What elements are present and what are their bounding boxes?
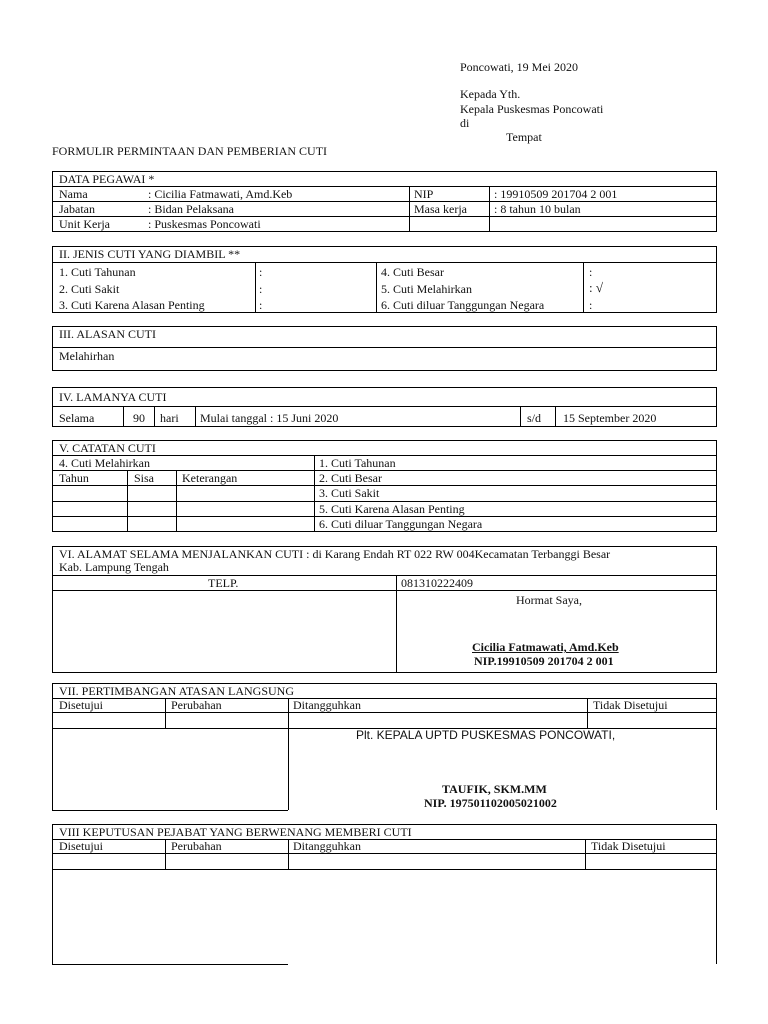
closing: Hormat Saya, xyxy=(516,593,582,607)
sd-label: s/d xyxy=(527,411,542,425)
catatan-row-4: 5. Cuti Karena Alasan Penting xyxy=(319,502,465,516)
jabatan-value: : Bidan Pelaksana xyxy=(148,202,234,216)
recipient-place: Tempat xyxy=(506,130,542,144)
col-tahun: Tahun xyxy=(59,471,89,485)
section-title: VIII KEPUTUSAN PEJABAT YANG BERWENANG MEMBERI CUTI xyxy=(59,825,412,839)
cuti-alasan-penting: 3. Cuti Karena Alasan Penting xyxy=(59,298,205,312)
colon: : xyxy=(259,265,263,279)
telp-value: 081310222409 xyxy=(401,576,473,590)
check-mark: : √ xyxy=(589,280,603,295)
official-nip: NIP. 197501102005021002 xyxy=(424,796,557,810)
end-date: 15 September 2020 xyxy=(563,411,657,425)
section-title: DATA PEGAWAI * xyxy=(59,172,155,186)
colon: : xyxy=(259,298,263,312)
cuti-diluar-tanggungan: 6. Cuti diluar Tanggungan Negara xyxy=(381,298,545,312)
selama-label: Selama xyxy=(59,411,95,425)
section-title: IV. LAMANYA CUTI xyxy=(59,390,167,404)
section-title: VI. ALAMAT SELAMA MENJALANKAN CUTI : di Karang Endah RT 022 RW 004Kecamatan Terbanggi Besar xyxy=(59,547,611,561)
colon: : xyxy=(259,282,263,296)
section-title: V. CATATAN CUTI xyxy=(59,441,156,455)
sub-heading: 4. Cuti Melahirkan xyxy=(59,456,150,470)
col-tidak-disetujui: Tidak Disetujui xyxy=(591,839,666,853)
catatan-row-5: 6. Cuti diluar Tanggungan Negara xyxy=(319,517,483,531)
masa-kerja-label: Masa kerja xyxy=(414,202,467,216)
section-title: III. ALASAN CUTI xyxy=(59,327,156,341)
cuti-besar: 4. Cuti Besar xyxy=(381,265,444,279)
nip-value: : 19910509 201704 2 001 xyxy=(494,187,618,201)
colon: : xyxy=(589,298,593,312)
signer-name: Cicilia Fatmawati, Amd.Keb xyxy=(472,640,619,654)
col-disetujui: Disetujui xyxy=(59,698,103,712)
section-title: VII. PERTIMBANGAN ATASAN LANGSUNG xyxy=(59,684,294,698)
nip-label: NIP xyxy=(414,187,434,201)
masa-kerja-value: : 8 tahun 10 bulan xyxy=(494,202,581,216)
signer-nip: NIP.19910509 201704 2 001 xyxy=(474,654,614,668)
nama-label: Nama xyxy=(59,187,88,201)
cuti-melahirkan: 5. Cuti Melahirkan xyxy=(381,282,472,296)
col-keterangan: Keterangan xyxy=(182,471,238,485)
nama-value: : Cicilia Fatmawati, Amd.Keb xyxy=(148,187,293,201)
jabatan-label: Jabatan xyxy=(59,202,95,216)
telp-label: TELP. xyxy=(208,576,239,590)
unit-kerja-label: Unit Kerja xyxy=(59,217,110,231)
alasan-value: Melahirhan xyxy=(59,349,115,363)
catatan-row-1: 1. Cuti Tahunan xyxy=(319,456,396,470)
recipient-di: di xyxy=(460,116,470,130)
col-tidak-disetujui: Tidak Disetujui xyxy=(593,698,668,712)
form-title: FORMULIR PERMINTAAN DAN PEMBERIAN CUTI xyxy=(52,144,328,158)
catatan-row-3: 3. Cuti Sakit xyxy=(319,486,380,500)
start-date: Mulai tanggal : 15 Juni 2020 xyxy=(200,411,339,425)
col-disetujui: Disetujui xyxy=(59,839,103,853)
col-ditangguhkan: Ditangguhkan xyxy=(293,698,361,712)
catatan-row-2: 2. Cuti Besar xyxy=(319,471,382,485)
section-title: II. JENIS CUTI YANG DIAMBIL ** xyxy=(59,247,241,261)
cuti-tahunan: 1. Cuti Tahunan xyxy=(59,265,136,279)
colon: : xyxy=(589,265,593,279)
cuti-sakit: 2. Cuti Sakit xyxy=(59,282,120,296)
duration-unit: hari xyxy=(160,411,179,425)
col-perubahan: Perubahan xyxy=(171,839,222,853)
recipient: Kepala Puskesmas Poncowati xyxy=(460,102,604,116)
address-line-2: Kab. Lampung Tengah xyxy=(59,560,169,574)
place-date: Poncowati, 19 Mei 2020 xyxy=(460,60,578,74)
unit-kerja-value: : Puskesmas Poncowati xyxy=(148,217,261,231)
col-perubahan: Perubahan xyxy=(171,698,222,712)
duration-qty: 90 xyxy=(133,411,145,425)
col-sisa: Sisa xyxy=(134,471,155,485)
official-title: Plt. KEPALA UPTD PUSKESMAS PONCOWATI, xyxy=(356,728,616,742)
official-name: TAUFIK, SKM.MM xyxy=(442,782,547,796)
salutation: Kepada Yth. xyxy=(460,87,521,101)
col-ditangguhkan: Ditangguhkan xyxy=(293,839,361,853)
